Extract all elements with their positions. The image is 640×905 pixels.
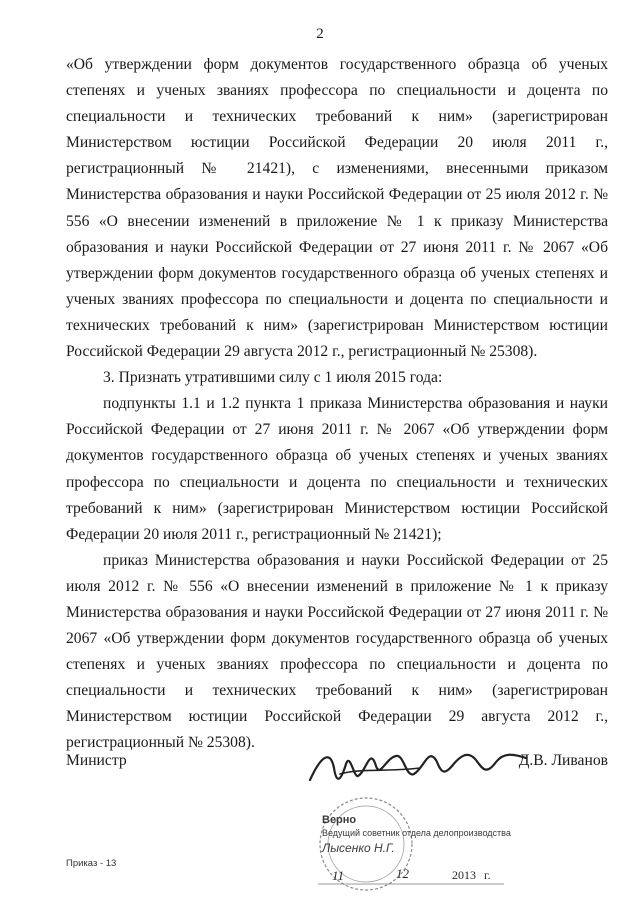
stamp-signer: Лысенко Н.Г.	[322, 841, 395, 855]
signer-name: Д.В. Ливанов	[518, 752, 608, 769]
stamp-month: 12	[396, 866, 409, 881]
stamp-year-suffix: г.	[484, 868, 491, 882]
paragraph-continuation: «Об утверждении форм документов государственного образца об ученых степенях и ученых званиях профессора по специальности и доцента по специальности и технических требований к ним» (зарегистрирован Министерством юстиции Российской Федерации 20 июля 2011 г., регистрационный № 21421), с изменениями, внесенными приказом Министерства образования и науки Российской Федерации от 25 июля 2012 г. № 556 «О внесении изменений в приложение № 1 к приказу Министерства образования и науки Российской Федерации от 27 июня 2011 г. № 2067 «Об утверждении форм документов государственного образца об ученых степенях и ученых званиях профессора по специальности и доцента по специальности и технических требований к ним» (зарегистрирован Министерством юстиции Российской Федерации 29 августа 2012 г., регистрационный № 25308).	[66, 56, 608, 361]
stamp-label: Верно	[322, 814, 357, 826]
stamp-date	[314, 852, 514, 892]
paragraph-order-556: приказ Министерства образования и науки Российской Федерации от 25 июля 2012 г. № 556 «О внесении изменений в приложение № 1 к приказу Министерства образования и науки Российской Федерации от 27 июня 2011 г. № 2067 «Об утверждении форм документов государственного образца об ученых степенях и ученых званиях профессора по специальности и доцента по специальности и технических требований к ним» (зарегистрирован Министерством юстиции Российской Федерации 29 августа 2012 г., регистрационный № 25308).	[66, 551, 608, 752]
stamp-text	[322, 814, 511, 855]
certification-stamp	[314, 792, 524, 902]
signer-title: Министр	[66, 752, 127, 769]
stamp-department: Ведущий советник отдела делопроизводства	[322, 828, 511, 838]
stamp-day: 11	[332, 868, 345, 883]
paragraph-subitems: подпункты 1.1 и 1.2 пункта 1 приказа Министерства образования и науки Российской Федерации от 27 июня 2011 г. № 2067 «Об утверждении форм документов государственного образца об ученых степенях и ученых званиях профессора по специальности и доцента по специальности и технических требований к ним» (зарегистрирован Министерством юстиции Российской Федерации 20 июля 2011 г., регистрационный № 21421);	[66, 395, 608, 543]
handwritten-signature	[300, 738, 540, 798]
page-number: 2	[316, 26, 324, 42]
stamp-year: 2013	[452, 868, 476, 882]
stamp-date-line	[314, 852, 514, 892]
footer-label: Приказ - 13	[66, 858, 117, 869]
document-body	[66, 52, 608, 757]
paragraph-item-3: 3. Признать утратившими силу с 1 июля 2015 года:	[103, 369, 443, 387]
